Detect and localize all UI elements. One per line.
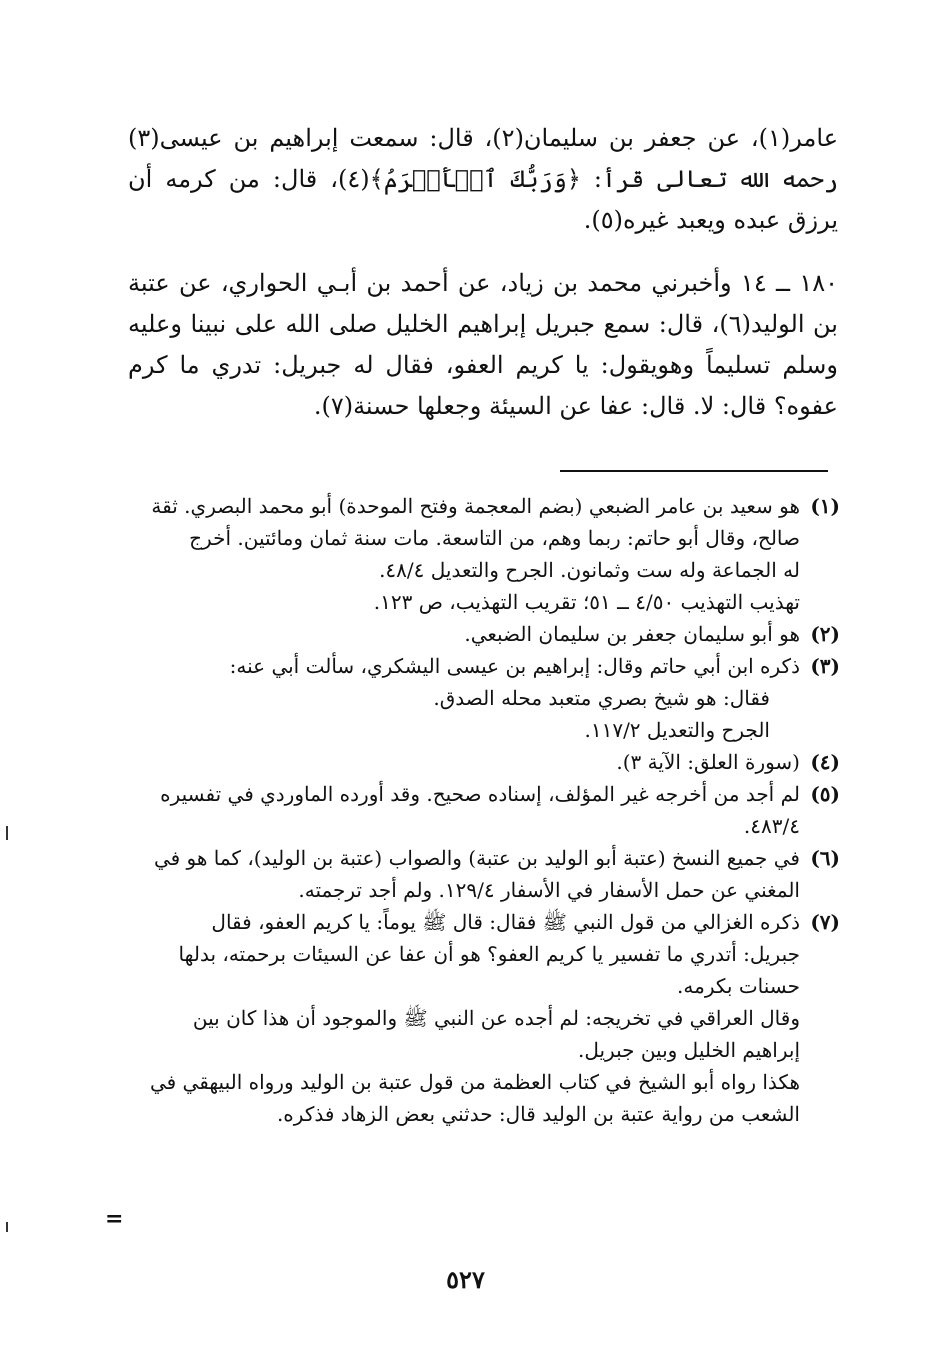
footnote-3	[128, 650, 840, 746]
footnote-text	[128, 490, 800, 618]
footnote-line: فقال: هو شيخ بصري متعبد محله الصدق.	[433, 686, 770, 710]
footnote-line: وقال العراقي في تخريجه: لم أجده عن النبي ﷺ والموجود أن هذا كان بين	[192, 1006, 800, 1030]
margin-tick	[6, 1222, 8, 1232]
footnote-number: (٦)	[810, 846, 840, 870]
footnote-5	[128, 778, 840, 842]
footnote-text	[128, 746, 800, 778]
footnote-line: حسنات بكرمه.	[677, 974, 800, 998]
footnote-number: (٥)	[810, 782, 840, 806]
footnote-text	[128, 650, 800, 746]
main-paragraph-2: ١٨٠ ــ ١٤ وأخبرني محمد بن زياد، عن أحمد بن أبـي الحواري، عن عتبة بن الوليد(٦)، قال: سمع جبريل إبراهيم الخليل صلى الله على نبينا وعليه وسلم تسليماً وهويقول: يا كريم العفو، فقال له جبريل: تدري ما كرم عفوه؟ قال: لا. قال: عفا عن السيئة وجعلها حسنة(٧).	[128, 269, 838, 420]
footnote-6	[128, 842, 840, 906]
footnote-1	[128, 490, 840, 618]
main-paragraph-1: عامر(١)، عن جعفر بن سليمان(٢)، قال: سمعت إبراهيم بن عيسى(٣) رحمه الله تعالى قرأ: ﴿وَرَبُّكَ ٱلۡأَكۡرَمُ﴾(٤)، قال: من كرمه أن يرزق عبده ويعبد غيره(٥).	[128, 124, 839, 234]
footnote-line: هو أبو سليمان جعفر بن سليمان الضبعي.	[464, 622, 800, 646]
footnote-text	[128, 778, 800, 842]
footnote-line: تهذيب التهذيب ٤/٥٠ ــ ٥١؛ تقريب التهذيب، ص ١٢٣.	[373, 590, 800, 614]
footnote-line: هكذا رواه أبو الشيخ في كتاب العظمة من قول عتبة بن الوليد ورواه البيهقي في	[149, 1070, 800, 1094]
footnote-2	[128, 618, 840, 650]
footnote-text	[128, 618, 800, 650]
footnote-line: ٤٨٣/٤.	[743, 814, 800, 838]
footnote-number: (١)	[810, 494, 840, 518]
footnote-number: (٧)	[810, 910, 840, 934]
footnotes	[128, 490, 840, 1130]
footnote-number: (٢)	[810, 622, 840, 646]
footnote-line: في جميع النسخ (عتبة أبو الوليد بن عتبة) والصواب (عتبة بن الوليد)، كما هو في	[153, 846, 800, 870]
footnote-line: صالح، وقال أبو حاتم: ربما وهم، من التاسعة. مات سنة ثمان ومائتين. أخرج	[189, 526, 800, 550]
footnote-line: جبريل: أتدري ما تفسير يا كريم العفو؟ هو أن عفا عن السيئات برحمته، بدلها	[178, 942, 800, 966]
footnote-text	[128, 842, 800, 906]
footnote-line: هو سعيد بن عامر الضبعي (بضم المعجمة وفتح الموحدة) أبو محمد البصري. ثقة	[151, 494, 800, 518]
footnote-number: (٤)	[810, 750, 840, 774]
footnote-line: (سورة العلق: الآية ٣).	[616, 750, 800, 774]
footnote-line: إبراهيم الخليل وبين جبريل.	[577, 1038, 800, 1062]
footnote-number: (٣)	[810, 654, 840, 678]
footnote-line: المغني عن حمل الأسفار في الأسفار ١٢٩/٤. ولم أجد ترجمته.	[298, 878, 800, 902]
footnote-separator	[560, 470, 828, 472]
footnote-line: الشعب من رواية عتبة بن الوليد قال: حدثني بعض الزهاد فذكره.	[276, 1102, 800, 1126]
footnote-text	[128, 906, 800, 1130]
footnote-line: ذكره ابن أبي حاتم وقال: إبراهيم بن عيسى اليشكري، سألت أبي عنه:	[229, 654, 800, 678]
footnote-line: لم أجد من أخرجه غير المؤلف، إسناده صحيح. وقد أورده الماوردي في تفسيره	[160, 782, 800, 806]
footnote-line: الجرح والتعديل ١١٧/٢.	[584, 718, 770, 742]
footnote-4	[128, 746, 840, 778]
main-text	[128, 118, 838, 427]
footnote-7	[128, 906, 840, 1130]
margin-tick	[6, 826, 8, 840]
footnote-line: له الجماعة وله ست وثمانون. الجرح والتعديل ٤٨/٤.	[379, 558, 800, 582]
page-number: ٥٢٧	[446, 1265, 485, 1294]
continuation-mark: =	[105, 1206, 124, 1232]
footnote-line: ذكره الغزالي من قول النبي ﷺ فقال: قال ﷺ يوماً: يا كريم العفو، فقال	[211, 910, 800, 934]
